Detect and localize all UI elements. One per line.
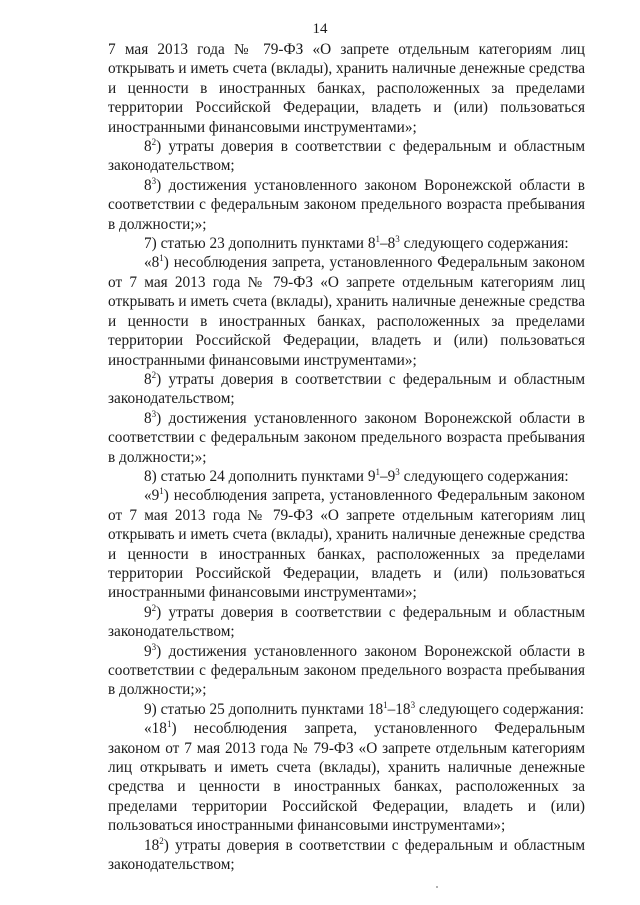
paragraph: 8) статью 24 дополнить пунктами $9^1-9^3$ следующего содержания:: [144, 466, 569, 485]
paragraph: $9^3$) достижения установленного законом Воронежской области в соответствии с федеральным законом предельного возраста пребывания в должности;»;: [108, 641, 585, 699]
paragraph: $8^3$) достижения установленного законом Воронежской области в соответствии с федеральным законом предельного возраста пребывания в должности;»;: [108, 175, 585, 233]
scan-speck: [436, 886, 438, 888]
paragraph: $9^2$) утраты доверия в соответствии с федеральным и областным законодательством;: [108, 602, 585, 641]
paragraph: 9) статью 25 дополнить пунктами $18^1-18^3$ следующего содержания:: [144, 699, 584, 718]
paragraph: «$8^1$) несоблюдения запрета, установленного Федеральным законом от 7 мая 2013 года № 79-ФЗ «О запрете отдельным категориям лиц открывать и иметь счета (вклады), хранить наличные денежные средства и ценности в иностранных банках, расположенных за пределами территории Российской Федерации, владеть и (или) пользоваться иностранными финансовыми инструментами»;: [108, 253, 585, 369]
paragraph: «$9^1$) несоблюдения запрета, установленного Федеральным законом от 7 мая 2013 года № 79-ФЗ «О запрете отдельным категориям лиц открывать и иметь счета (вклады), хранить наличные денежные средства и ценности в иностранных банках, расположенных за пределами территории Российской Федерации, владеть и (или) пользоваться иностранными финансовыми инструментами»;: [108, 486, 585, 602]
paragraph: $8^3$) достижения установленного законом Воронежской области в соответствии с федеральным законом предельного возраста пребывания в должности;»;: [108, 408, 585, 466]
page-number: 14: [312, 21, 328, 37]
document-body: [108, 40, 585, 874]
paragraph: 7 мая 2013 года № 79-ФЗ «О запрете отдельным категориям лиц открывать и иметь счета (вклады), хранить наличные денежные средства и ценности в иностранных банках, расположенных за пределами территории Российской Федерации, владеть и (или) пользоваться иностранными финансовыми инструментами»;: [108, 41, 585, 136]
paragraph: $8^2$) утраты доверия в соответствии с федеральным и областным законодательством;: [108, 369, 585, 408]
paragraph: 7) статью 23 дополнить пунктами $8^1-8^3$ следующего содержания:: [144, 234, 569, 253]
paragraph: «$18^1$) несоблюдения запрета, установленного Федеральным законом от 7 мая 2013 года № 79-ФЗ «О запрете отдельным категориям лиц открывать и иметь счета (вклады), хранить наличные денежные средства и ценности в иностранных банках, расположенных за пределами территории Российской Федерации, владеть и (или) пользоваться иностранными финансовыми инструментами»;: [108, 719, 585, 835]
paragraph: $8^2$) утраты доверия в соответствии с федеральным и областным законодательством;: [108, 137, 585, 175]
paragraph: $18^2$) утраты доверия в соответствии с федеральным и областным законодательством;: [108, 835, 585, 874]
